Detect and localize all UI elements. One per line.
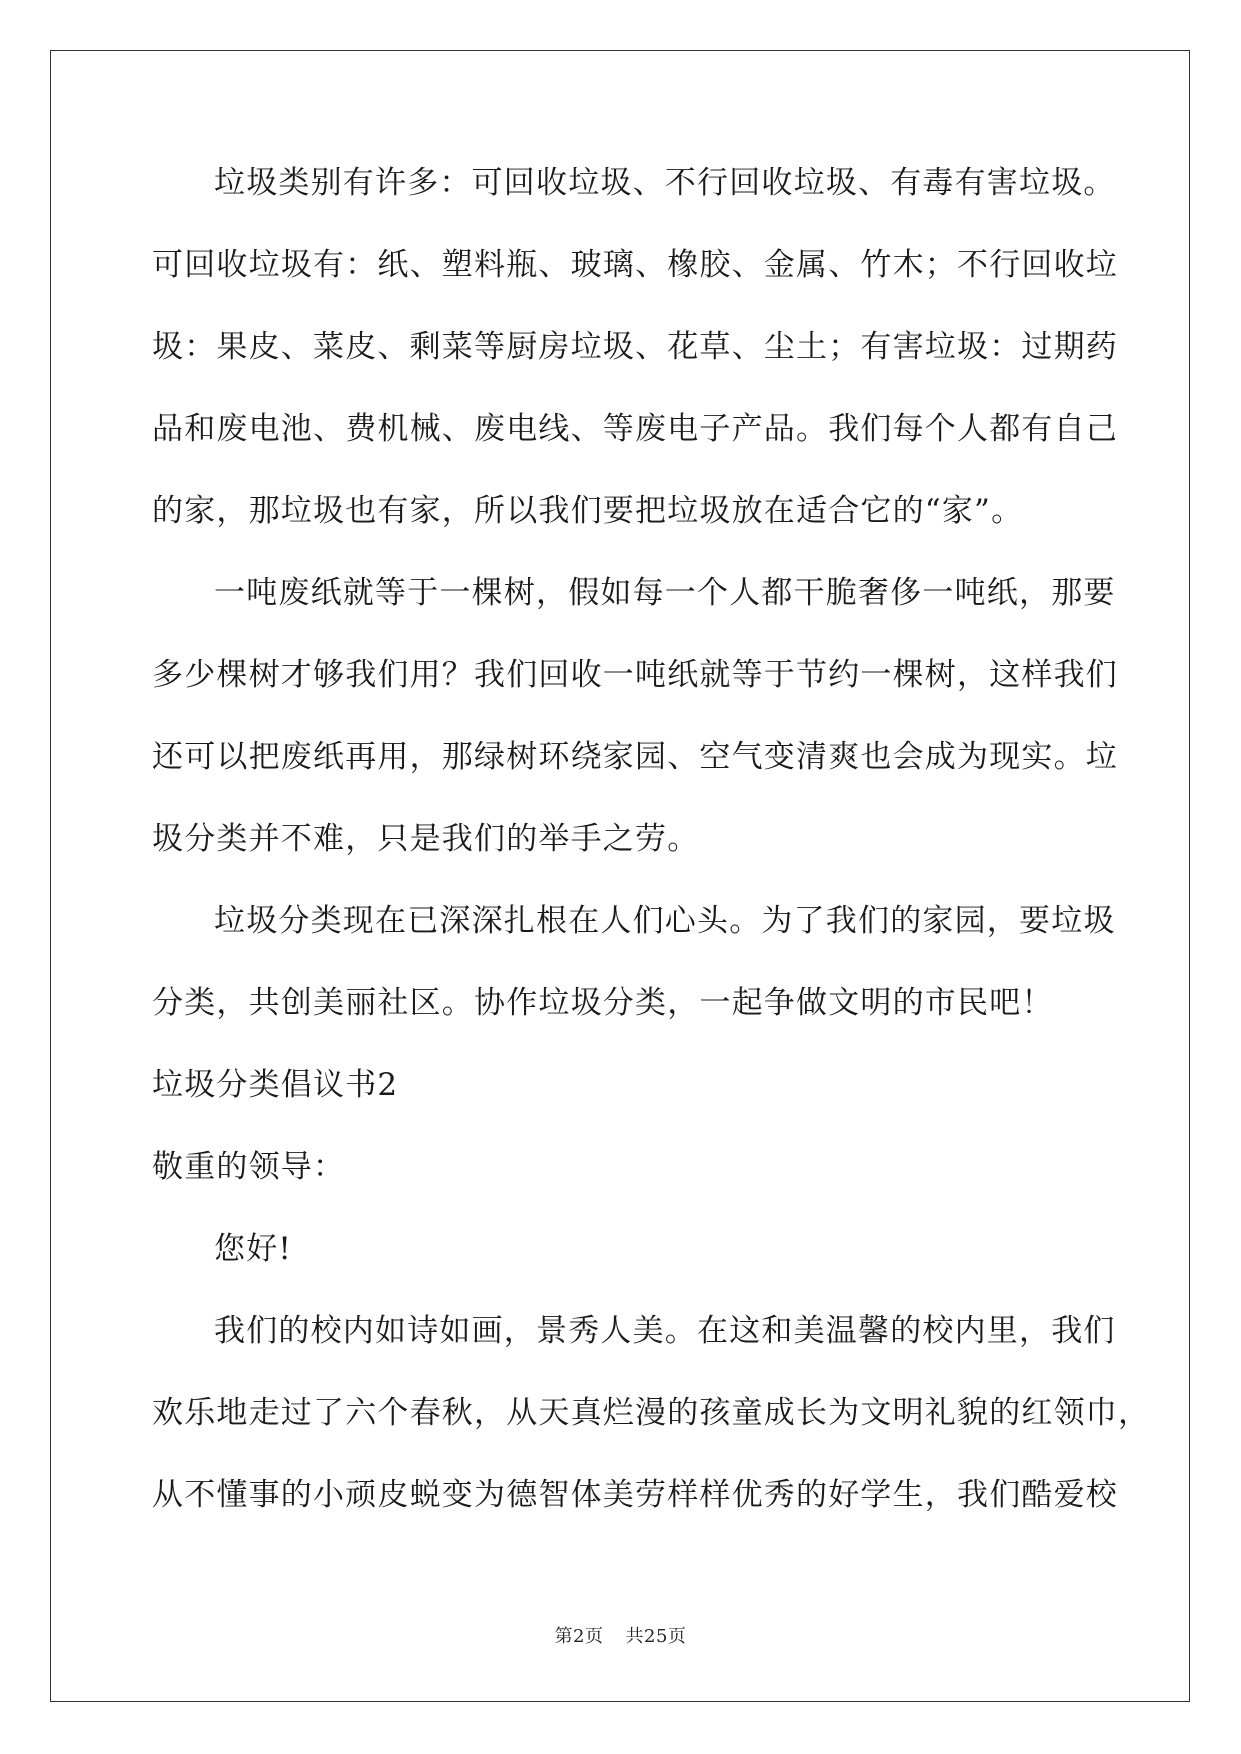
paragraph-line: 还可以把废纸再用，那绿树环绕家园、空气变清爽也会成为现实。垃 bbox=[152, 739, 1118, 775]
page-border bbox=[50, 50, 1190, 1702]
paragraph-line: 垃圾分类现在已深深扎根在人们心头。为了我们的家园，要垃圾 bbox=[214, 903, 1116, 939]
page-footer bbox=[0, 1622, 1241, 1648]
paragraph-line: 的家，那垃圾也有家，所以我们要把垃圾放在适合它的“家”。 bbox=[152, 493, 1024, 529]
paragraph-line: 圾：果皮、菜皮、剩菜等厨房垃圾、花草、尘土；有害垃圾：过期药 bbox=[152, 329, 1118, 365]
section-title: 垃圾分类倡议书2 bbox=[152, 1067, 399, 1103]
paragraph-line: 一吨废纸就等于一棵树，假如每一个人都干脆奢侈一吨纸，那要 bbox=[214, 575, 1116, 611]
paragraph-line: 品和废电池、费机械、废电线、等废电子产品。我们每个人都有自己 bbox=[152, 411, 1118, 447]
page-total: 共25页 bbox=[625, 1626, 687, 1647]
paragraph-line: 垃圾类别有许多：可回收垃圾、不行回收垃圾、有毒有害垃圾。 bbox=[214, 165, 1116, 201]
page-number: 第2页 bbox=[554, 1626, 604, 1647]
paragraph-line: 我们的校内如诗如画，景秀人美。在这和美温馨的校内里，我们 bbox=[214, 1313, 1116, 1349]
greeting: 您好! bbox=[214, 1231, 293, 1267]
paragraph-line: 多少棵树才够我们用？我们回收一吨纸就等于节约一棵树，这样我们 bbox=[152, 657, 1118, 693]
paragraph-line: 可回收垃圾有：纸、塑料瓶、玻璃、橡胶、金属、竹木；不行回收垃 bbox=[152, 247, 1118, 283]
paragraph-line: 从不懂事的小顽皮蜕变为德智体美劳样样优秀的好学生，我们酷爱校 bbox=[152, 1477, 1118, 1513]
salutation: 敬重的领导： bbox=[152, 1149, 346, 1185]
paragraph-line: 圾分类并不难，只是我们的举手之劳。 bbox=[152, 821, 700, 857]
paragraph-line: 分类，共创美丽社区。协作垃圾分类，一起争做文明的市民吧！ bbox=[152, 985, 1054, 1021]
paragraph-line: 欢乐地走过了六个春秋，从天真烂漫的孩童成长为文明礼貌的红领巾， bbox=[152, 1395, 1151, 1431]
